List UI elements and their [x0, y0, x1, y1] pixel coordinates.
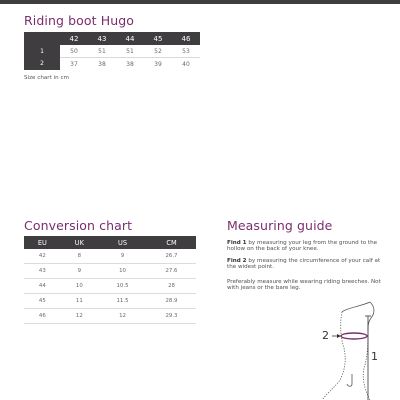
table-cell: 38 — [98, 60, 106, 68]
table-cell: 53 — [172, 45, 200, 58]
size-chart-header-row — [24, 32, 200, 45]
table-cell: 10 — [98, 264, 147, 279]
table-cell: 45 — [24, 294, 61, 309]
table-cell: 26.7 — [147, 249, 196, 264]
size-chart-title: Riding boot Hugo — [24, 13, 135, 28]
conversion-chart-table — [24, 236, 196, 324]
table-cell: 43 — [24, 264, 61, 279]
table-cell: 11.5 — [98, 294, 147, 309]
size-chart-table — [24, 32, 200, 70]
table-row — [24, 58, 200, 71]
table-cell: 38 — [126, 60, 134, 68]
table-cell: 40 — [182, 60, 190, 68]
conversion-col-header: CM — [147, 236, 196, 249]
table-cell: 9 — [98, 249, 147, 264]
step-2-text: by measuring the circumference of your calf at the widest point. — [227, 258, 381, 271]
table-cell: 51 — [116, 45, 144, 58]
measure-step-2 — [227, 258, 387, 271]
row-label: 2 — [24, 58, 60, 71]
step-1-text: by measuring your leg from the ground to the hollow on the back of your knee. — [227, 240, 378, 253]
conversion-col-header: EU — [24, 236, 61, 249]
size-col-header: 46 — [172, 32, 200, 45]
table-cell: 12 — [61, 309, 98, 324]
table-cell: 42 — [24, 249, 61, 264]
table-cell: 29.3 — [147, 309, 196, 324]
size-col-header: 45 — [144, 32, 172, 45]
table-cell: 37 — [70, 60, 78, 68]
row-label: 1 — [24, 45, 60, 58]
label-2: 2 — [322, 329, 329, 342]
table-cell: 12 — [98, 309, 147, 324]
size-col-header: 42 — [60, 32, 88, 45]
top-bar — [0, 0, 400, 4]
size-chart-note: Size chart in cm — [24, 75, 69, 81]
table-cell: 39 — [154, 60, 162, 68]
table-cell: 46 — [24, 309, 61, 324]
step-2-label: Find 2 — [227, 258, 247, 264]
leg-measurement-illustration — [310, 296, 400, 400]
table-row — [24, 249, 196, 264]
table-cell: 28.9 — [147, 294, 196, 309]
table-row — [24, 45, 200, 58]
table-cell: 51 — [88, 45, 116, 58]
label-1: 1 — [371, 350, 378, 363]
table-row — [24, 309, 196, 324]
table-cell: 10.5 — [98, 279, 147, 294]
step-1-label: Find 1 — [227, 240, 247, 246]
table-cell: 9 — [61, 264, 98, 279]
table-cell: 28 — [147, 279, 196, 294]
conversion-header-row — [24, 236, 196, 249]
conversion-col-header: UK — [61, 236, 98, 249]
size-col-header: 43 — [88, 32, 116, 45]
conversion-chart-title: Conversion chart — [24, 218, 133, 233]
calf-circumference-marker — [341, 333, 367, 339]
table-row — [24, 264, 196, 279]
size-col-header: 44 — [116, 32, 144, 45]
table-cell: 11 — [61, 294, 98, 309]
conversion-col-header: US — [98, 236, 147, 249]
size-chart-corner — [24, 32, 60, 45]
table-cell: 10 — [61, 279, 98, 294]
table-row — [24, 294, 196, 309]
table-cell: 8 — [61, 249, 98, 264]
table-cell: 50 — [60, 45, 88, 58]
table-cell: 52 — [144, 45, 172, 58]
measure-tip: Preferably measure while wearing riding breeches. Not with jeans or the bare leg. — [227, 279, 381, 292]
table-cell: 44 — [24, 279, 61, 294]
measure-step-1 — [227, 240, 387, 253]
table-row — [24, 279, 196, 294]
table-cell: 27.6 — [147, 264, 196, 279]
measuring-guide-title: Measuring guide — [227, 218, 333, 233]
